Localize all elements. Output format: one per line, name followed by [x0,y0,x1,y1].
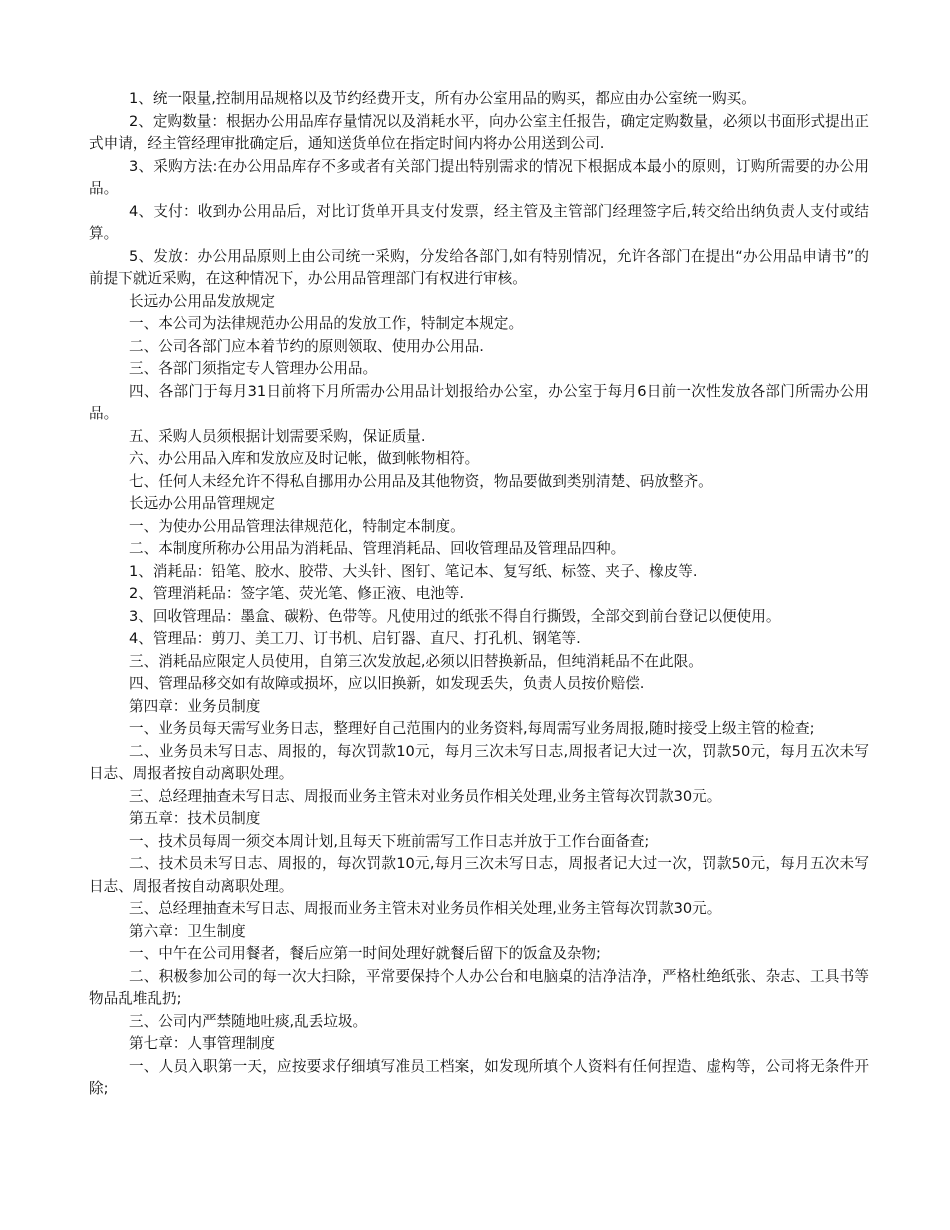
chapter-heading: 第五章：技术员制度 [129,810,261,827]
paragraph: 三、总经理抽查未写日志、周报而业务主管未对业务员作相关处理,业务主管每次罚款30元。 [129,900,722,917]
section-heading: 长远办公用品发放规定 [129,292,275,310]
paragraph: 1、统一限量,控制用品规格以及节约经费开支，所有办公室用品的购买，都应由办公室统一购买。 [129,90,756,107]
paragraph: 一、业务员每天需写业务日志，整理好自己范围内的业务资料,每周需写业务周报,随时接受上级主管的检查; [129,720,815,737]
paragraph: 一、本公司为法律规范办公用品的发放工作，特制定本规定。 [129,315,524,332]
paragraph: 四、各部门于每月31日前将下月所需办公用品计划报给办公室，办公室于每月6日前一次性发放各部门所需办公用品。 [89,382,869,422]
paragraph: 三、公司内严禁随地吐痰,乱丢垃圾。 [129,1012,368,1030]
paragraph: 二、积极参加公司的每一次大扫除，平常要保持个人办公台和电脑桌的洁净洁净，严格杜绝纸张、杂志、工具书等物品乱堆乱扔; [89,967,869,1007]
paragraph: 一、技术员每周一须交本周计划,且每天下班前需写工作日志并放于工作台面备查; [129,832,650,850]
paragraph: 1、消耗品：铅笔、胶水、胶带、大头针、图钉、笔记本、复写纸、标签、夹子、橡皮等. [129,562,698,580]
paragraph: 五、采购人员须根据计划需要采购，保证质量. [129,427,426,445]
paragraph: 3、采购方法:在办公用品库存不多或者有关部门提出特别需求的情况下根据成本最小的原则，订购所需要的办公用品。 [89,157,869,197]
paragraph: 一、为使办公用品管理法律规范化，特制定本制度。 [129,517,465,535]
paragraph: 一、人员入职第一天，应按要求仔细填写准员工档案，如发现所填个人资料有任何捏造、虚构等，公司将无条件开除; [89,1057,869,1097]
paragraph: 2、管理消耗品：签字笔、荧光笔、修正液、电池等. [129,585,464,602]
paragraph: 5、发放：办公用品原则上由公司统一采购，分发给各部门,如有特别情况，允许各部门在提出“办公用品申请书”的前提下就近采购，在这种情况下，办公用品管理部门有权进行审核。 [89,247,869,287]
paragraph: 三、总经理抽查未写日志、周报而业务主管未对业务员作相关处理,业务主管每次罚款30元。 [129,787,722,805]
paragraph: 3、回收管理品：墨盒、碳粉、色带等。凡使用过的纸张不得自行撕毁，全部交到前台登记以便使用。 [129,607,781,625]
chapter-heading: 第七章：人事管理制度 [129,1035,275,1052]
paragraph: 2、定购数量：根据办公用品库存量情况以及消耗水平，向办公室主任报告，确定定购数量，必须以书面形式提出正式申请，经主管经理审批确定后，通知送货单位在指定时间内将办公用送到公司. [89,112,869,152]
document-body [89,88,869,1101]
paragraph: 三、各部门须指定专人管理办公用品。 [129,360,378,377]
paragraph: 六、办公用品入库和发放应及时记帐，做到帐物相符。 [129,450,480,467]
paragraph: 一、中午在公司用餐者，餐后应第一时间处理好就餐后留下的饭盒及杂物; [129,945,601,962]
chapter-heading: 第四章：业务员制度 [129,697,261,715]
paragraph: 二、技术员未写日志、周报的，每次罚款10元,每月三次未写日志，周报者记大过一次，罚款50元，每月五次未写日志、周报者按自动离职处理。 [89,855,869,895]
paragraph: 二、本制度所称办公用品为消耗品、管理消耗品、回收管理品及管理品四种。 [129,540,626,557]
paragraph: 4、支付：收到办公用品后，对比订货单开具支付发票，经主管及主管部门经理签字后,转交给出纳负责人支付或结算。 [89,202,869,242]
paragraph: 七、任何人未经允许不得私自挪用办公用品及其他物资，物品要做到类别清楚、码放整齐。 [129,472,713,490]
paragraph: 二、公司各部门应本着节约的原则领取、使用办公用品. [129,337,484,355]
chapter-heading: 第六章：卫生制度 [129,922,246,940]
paragraph: 4、管理品：剪刀、美工刀、订书机、启钉器、直尺、打孔机、钢笔等. [129,630,581,647]
paragraph: 二、业务员未写日志、周报的，每次罚款10元，每月三次未写日志,周报者记大过一次，罚款50元，每月五次未写日志、周报者按自动离职处理。 [89,742,869,782]
section-heading: 长远办公用品管理规定 [129,495,275,512]
paragraph: 四、管理品移交如有故障或损坏，应以旧换新，如发现丢失，负责人员按价赔偿. [129,675,645,692]
paragraph: 三、消耗品应限定人员使用，自第三次发放起,必须以旧替换新品，但纯消耗品不在此限。 [129,652,703,670]
